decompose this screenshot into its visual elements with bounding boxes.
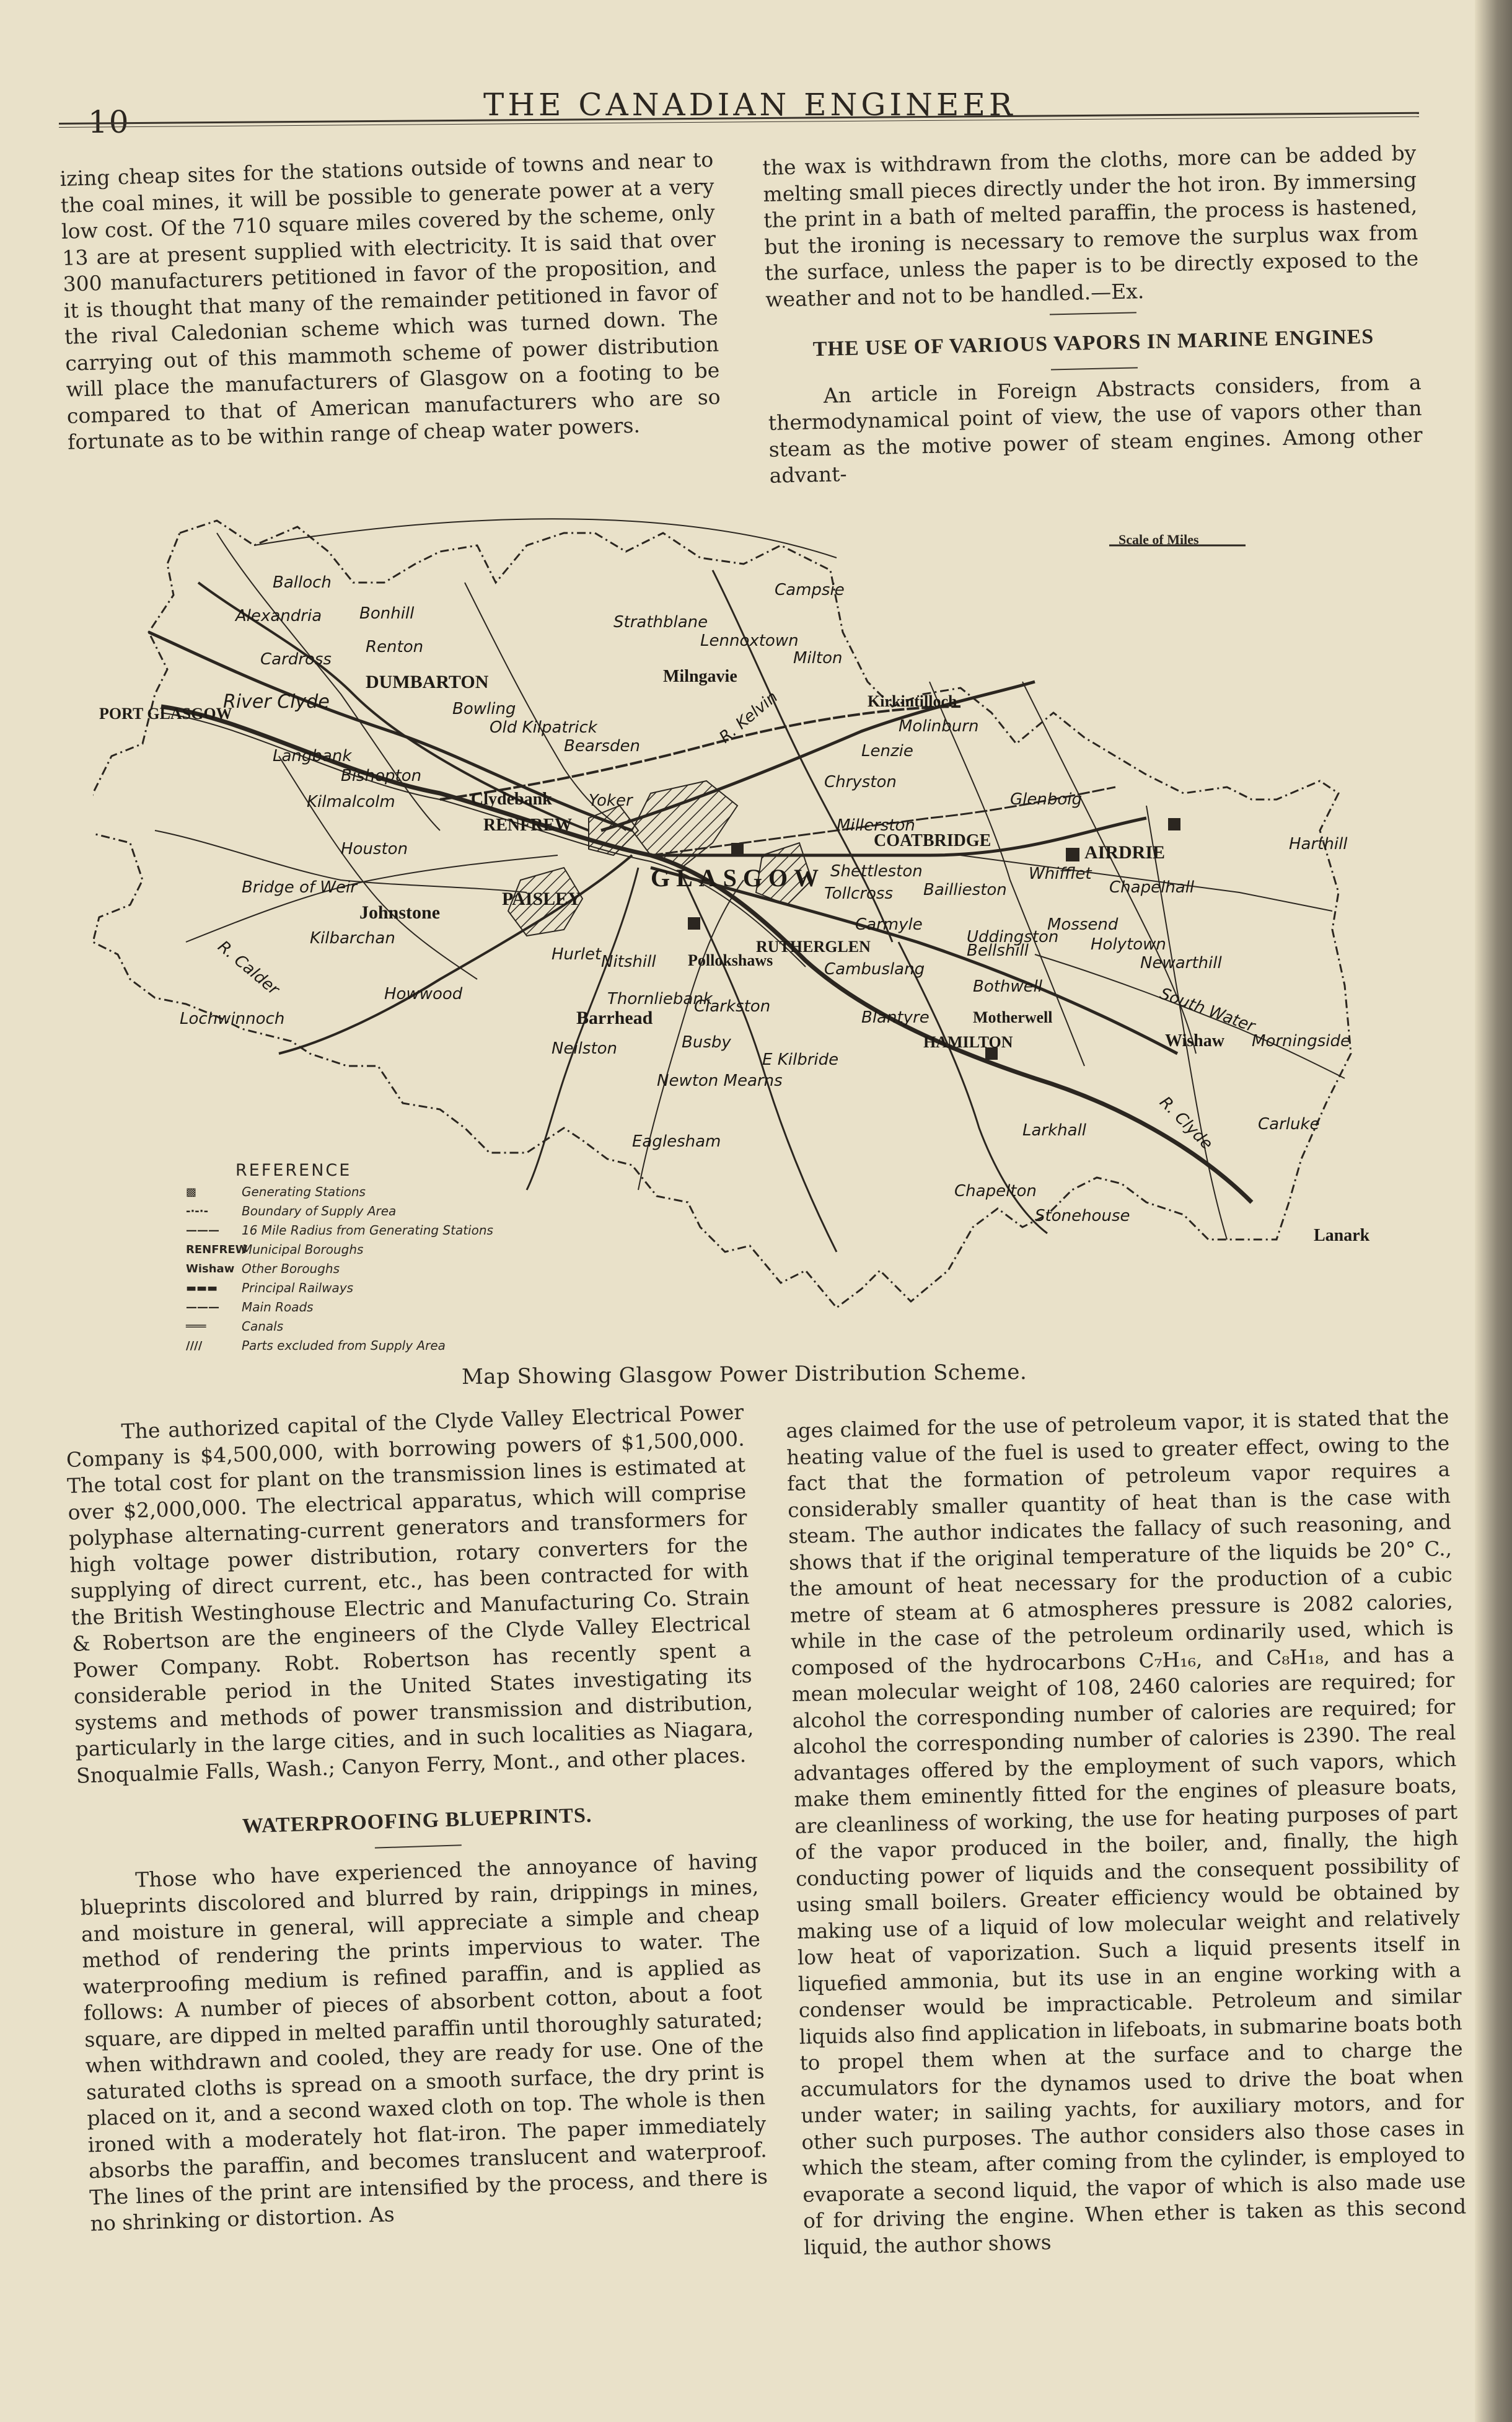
place-label: Strathblane bbox=[613, 613, 708, 632]
place-label: Holytown bbox=[1091, 935, 1166, 954]
place-label: COATBRIDGE bbox=[874, 831, 991, 850]
place-label: Bonhill bbox=[359, 604, 415, 623]
place-label: Harthill bbox=[1289, 835, 1348, 853]
legend-key-icon: ═══ bbox=[186, 1320, 206, 1333]
legend-title: REFERENCE bbox=[235, 1161, 352, 1180]
section-divider bbox=[1049, 312, 1136, 315]
place-label: Clydebank bbox=[471, 790, 552, 809]
place-label: PORT GLASGOW bbox=[99, 705, 232, 723]
legend-item bbox=[186, 1182, 493, 1202]
legend-key-icon: ▩ bbox=[186, 1186, 197, 1199]
place-label: Milton bbox=[793, 649, 843, 667]
place-label: South Water bbox=[1157, 984, 1258, 1036]
generating-station-icon bbox=[731, 843, 744, 855]
place-label: Langbank bbox=[273, 747, 352, 765]
place-label: Tollcross bbox=[824, 884, 894, 903]
page-number: 10 bbox=[88, 104, 130, 140]
place-label: Blantyre bbox=[861, 1008, 930, 1027]
place-label: Uddingston bbox=[967, 928, 1059, 946]
heading-divider bbox=[1050, 367, 1137, 370]
place-label: R. Clyde bbox=[1156, 1093, 1216, 1154]
legend-item bbox=[186, 1240, 493, 1259]
page-edge-shadow bbox=[1475, 0, 1512, 2422]
column-left-bottom bbox=[65, 1399, 769, 2237]
legend-label: Principal Railways bbox=[242, 1280, 354, 1295]
legend-key-icon: ——— bbox=[186, 1301, 219, 1314]
column-left-top bbox=[59, 147, 721, 456]
marine-engines-continuation: ages claimed for the use of petroleum vapor, it is stated that the heating value of the fuel is used to greater effect, owing to the fact that the formation of petroleum vapor requires a considerably smaller quantity of heat than is the case with steam. The author indicates the fallacy of such reasoning, and shows that if the original temperature of the liquids be 20° C., the amount of heat necessary for the production of a cubic metre of steam at 6 atmospheres pressure is 2082 calories, while in the case of the petroleum ordinarily used, which is composed of the hydrocarbons C₇H₁₆, and C₈H₁₈, and has a mean molecular weight of 108, 2460 calories are required; for alcohol the corresponding number of calories are required; for alcohol the corresponding number of calories is 2390. The real advantages offered by the employment of such vapors, which make them eminently fitted for the engines of pleasure boats, are cleanliness of working, the use for heating purposes of part of the vapor produced in the boiler, and, finally, the high conducting power of liquids and the consequent possibility of using small boilers. Greater efficiency would be obtained by making use of a liquid of low molecular weight and relatively low heat of vaporization. Such a liquid presents itself in liquefied ammonia, but its use in an engine working with a condenser would be impracticable. Petroleum and similar liquids also find application in lifeboats, in submarine boats both to propel them when at the surface and to charge the accumulators for the dynamos used to drive the boat when under water; in sailing yachts, for auxiliary motors, and for other such purposes. The author considers also those cases in which the steam, after coming from the cylinder, is employed to evaporate a second liquid, the vapor of which is also made use of for driving the engine. When ether is taken as this second liquid, the author shows bbox=[786, 1404, 1467, 2260]
place-label: Hurlet bbox=[552, 945, 602, 964]
waterproofing-heading: WATERPROOFING BLUEPRINTS. bbox=[242, 1803, 592, 1838]
place-label: Lanark bbox=[1314, 1226, 1370, 1245]
legend-item bbox=[186, 1259, 493, 1279]
journal-title: THE CANADIAN ENGINEER bbox=[483, 87, 1016, 123]
place-label: Old Kilpatrick bbox=[490, 718, 597, 737]
place-label: Johnstone bbox=[359, 902, 441, 923]
place-label: Carluke bbox=[1258, 1115, 1320, 1134]
place-label: Nitshill bbox=[601, 953, 656, 971]
place-label: AIRDRIE bbox=[1084, 842, 1166, 863]
place-label: Howwood bbox=[384, 985, 463, 1003]
place-label: Motherwell bbox=[973, 1008, 1053, 1026]
place-label: Bishopton bbox=[341, 767, 422, 785]
legend-item bbox=[186, 1202, 493, 1221]
place-label: Bothwell bbox=[973, 977, 1043, 996]
place-label: Newton Mearns bbox=[657, 1072, 783, 1090]
place-label: Cardross bbox=[260, 650, 332, 669]
legend-label: Other Boroughs bbox=[242, 1261, 340, 1276]
marine-engines-heading: THE USE OF VARIOUS VAPORS IN MARINE ENGINES bbox=[812, 325, 1374, 361]
place-label: Renton bbox=[366, 638, 424, 656]
blueprint-continuation-paragraph: the wax is withdrawn from the cloths, more can be added by melting small pieces directly under the hot iron. By immersing the print in a bath of melted paraffin, the process is hastened, but the ironing is necessary to remove the surplus wax from the surface, unless the paper is to be directly exposed to the weather and not to be handled.—Ex. bbox=[762, 141, 1419, 312]
legend-item bbox=[186, 1221, 493, 1240]
place-label: PAISLEY bbox=[502, 889, 581, 909]
place-label: Lochwinnoch bbox=[180, 1010, 285, 1028]
place-label: Milngavie bbox=[663, 667, 737, 686]
place-label: Eaglesham bbox=[632, 1132, 721, 1151]
place-label: Bearsden bbox=[564, 737, 640, 755]
place-label: HAMILTON bbox=[923, 1033, 1013, 1051]
place-label: Kilmalcolm bbox=[307, 793, 395, 811]
place-label: Larkhall bbox=[1022, 1121, 1087, 1140]
place-label: RUTHERGLEN bbox=[756, 938, 871, 956]
legend-label: Municipal Boroughs bbox=[242, 1242, 364, 1257]
generating-station-icon bbox=[1066, 848, 1079, 861]
place-label: Stonehouse bbox=[1035, 1207, 1130, 1225]
place-label: GLASGOW bbox=[651, 864, 825, 892]
place-label: R. Calder bbox=[214, 937, 283, 999]
place-label: Glenboig bbox=[1010, 790, 1082, 809]
legend-label: Parts excluded from Supply Area bbox=[242, 1338, 446, 1353]
place-label: E Kilbride bbox=[762, 1050, 839, 1069]
place-label: Campsie bbox=[775, 581, 845, 599]
glasgow-scheme-paragraph: izing cheap sites for the stations outside of towns and near to the coal mines, it will be possible to generate power at a very low cost. Of the 710 square miles covered by the scheme, only 13 are at present supplied with electricity. It is said that over 300 manufacturers petitioned in favor of the proposition, and it is thought that many of the remainder petitioned in favor of the rival Caledonian scheme which was turned down. The carrying out of this mammoth scheme of power distribution will place the manufacturers of Glasgow on a footing to be compared to that of American manufacturers who are so fortunate as to be within range of cheap water powers. bbox=[59, 147, 721, 454]
legend-item bbox=[186, 1279, 493, 1298]
place-label: Wishaw bbox=[1165, 1031, 1224, 1050]
place-label: Bellshill bbox=[967, 941, 1029, 960]
place-label: Yoker bbox=[589, 791, 633, 810]
legend-key-icon: //// bbox=[186, 1339, 203, 1352]
legend-item bbox=[186, 1317, 493, 1336]
place-label: Chryston bbox=[824, 773, 897, 791]
legend-item bbox=[186, 1336, 493, 1355]
legend-label: Generating Stations bbox=[242, 1184, 366, 1199]
place-label: Chapelhall bbox=[1109, 878, 1195, 897]
column-right-top bbox=[762, 140, 1423, 489]
column-right-bottom bbox=[786, 1404, 1467, 2261]
place-label: Molinburn bbox=[899, 717, 979, 736]
place-label: Baillieston bbox=[923, 881, 1007, 899]
place-label: Balloch bbox=[273, 573, 332, 592]
place-label: Mossend bbox=[1047, 915, 1119, 934]
place-label: Cambuslang bbox=[824, 960, 925, 979]
legend-key-icon: ——— bbox=[186, 1224, 219, 1237]
heading-divider bbox=[374, 1844, 461, 1848]
place-label: DUMBARTON bbox=[366, 672, 489, 692]
place-label: Pollokshaws bbox=[688, 951, 773, 969]
legend-key-icon: -·-·- bbox=[186, 1205, 209, 1218]
place-label: Neilston bbox=[552, 1039, 618, 1058]
legend-key-icon: ▬▬▬ bbox=[186, 1282, 218, 1295]
place-label: Bridge of Weir bbox=[242, 878, 357, 897]
scale-of-miles-label: Scale of Miles bbox=[1119, 532, 1199, 547]
legend-key-icon: Wishaw bbox=[186, 1262, 235, 1275]
place-label: Busby bbox=[682, 1033, 731, 1052]
place-label: Morningside bbox=[1252, 1032, 1350, 1050]
place-label: Bowling bbox=[452, 700, 516, 718]
generating-station-icon bbox=[1168, 818, 1180, 830]
place-label: Lenzie bbox=[861, 742, 913, 760]
place-label: Barrhead bbox=[576, 1008, 653, 1028]
marine-engines-intro: An article in Foreign Abstracts considers, from a thermodynamical point of view, the use of vapors other than steam as the motive power of steam engines. Among other advant- bbox=[768, 369, 1423, 488]
place-label: Millerston bbox=[837, 816, 915, 835]
place-label: Carmyle bbox=[855, 915, 923, 934]
place-label: Alexandria bbox=[235, 607, 322, 625]
place-label: Clarkston bbox=[694, 997, 771, 1016]
place-label: Kilbarchan bbox=[310, 929, 395, 948]
waterproofing-body: Those who have experienced the annoyance of having blueprints discolored and blurred by rain, drippings in mines, and moisture in general, will appreciate a simple and cheap method of rendering the prints impervious to water. The waterproofing medium is refined paraffin, and is applied as follows: A number of pieces of absorbent cotton, about a foot square, are dipped in melted paraffin until thoroughly saturated; when withdrawn and cooled, they are ready for use. One of the saturated cloths is spread on a smooth surface, the dry print is placed on it, and a second waxed cloth on top. The whole is then ironed with a moderately hot flat-iron. The paper immediately absorbs the paraffin, and becomes translucent and waterproof. The lines of the print are intensified by the process, and there is no shrinking or distortion. As bbox=[80, 1847, 768, 2236]
generating-station-icon bbox=[688, 917, 700, 930]
place-label: Houston bbox=[341, 840, 408, 858]
place-label: Shettleston bbox=[830, 862, 923, 881]
map-legend bbox=[186, 1161, 493, 1355]
place-label: R. Kelvin bbox=[716, 687, 782, 747]
place-label: Lennoxtown bbox=[700, 632, 799, 650]
capital-paragraph: The authorized capital of the Clyde Valley Electrical Power Company is $4,500,000, with borrowing powers of $1,500,000. The total cost for plant on the transmission lines is estimated at over $2,000,000. The electrical apparatus, which will comprise polyphase alternating-current generators and transformers for high voltage power distribution, rotary converters for the supplying of direct current, etc., has been contracted for with the British Westinghouse Electric and Manufacturing Co. Strain & Robertson are the engineers of the Clyde Valley Electrical Power Company. Robt. Robertson has recently spent a considerable period in the United States investigating its systems and methods of power transmission and distribution, particularly in the large cities, and in such localities as Niagara, Snoqualmie Falls, Wash.; Canyon Ferry, Mont., and other places. bbox=[66, 1399, 754, 1788]
place-label: Whifflet bbox=[1029, 865, 1092, 883]
place-label: Newarthill bbox=[1140, 954, 1222, 972]
place-label: RENFREW bbox=[483, 816, 573, 835]
legend-label: Boundary of Supply Area bbox=[242, 1204, 397, 1218]
legend-item bbox=[186, 1298, 493, 1317]
legend-key-icon: RENFREW bbox=[186, 1243, 248, 1256]
legend-label: Main Roads bbox=[242, 1300, 314, 1314]
place-label: River Clyde bbox=[223, 691, 330, 713]
legend-label: 16 Mile Radius from Generating Stations bbox=[242, 1223, 493, 1238]
place-label: Kirkintilloch bbox=[868, 692, 957, 710]
legend-label: Canals bbox=[242, 1319, 284, 1334]
place-label: Thornliebank bbox=[607, 990, 713, 1008]
place-label: Chapelton bbox=[954, 1182, 1037, 1200]
map-caption: Map Showing Glasgow Power Distribution Scheme. bbox=[461, 1360, 1027, 1389]
